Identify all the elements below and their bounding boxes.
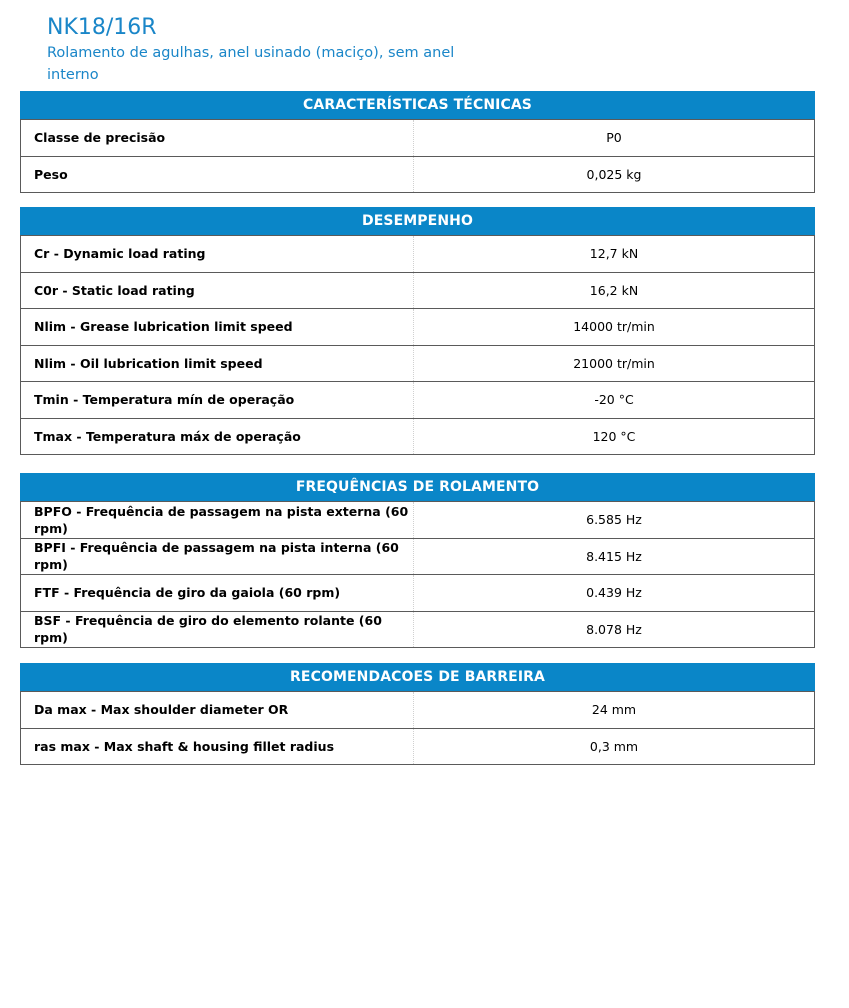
table-row — [21, 156, 814, 193]
spec-label: Cr - Dynamic load rating — [21, 236, 414, 272]
table-row — [21, 381, 814, 418]
spec-label: Nlim - Oil lubrication limit speed — [21, 346, 414, 382]
spec-value: 14000 tr/min — [573, 319, 655, 335]
table-row — [21, 538, 814, 575]
table-row — [21, 691, 814, 728]
table-row — [21, 235, 814, 272]
spec-value: 120 °C — [592, 428, 636, 444]
spec-label: BPFO - Frequência de passagem na pista externa (60 rpm) — [21, 502, 414, 538]
spec-label: Da max - Max shoulder diameter OR — [21, 692, 414, 728]
spec-value: 0,025 kg — [586, 166, 642, 182]
section-title: FREQUÊNCIAS DE ROLAMENTO — [20, 473, 815, 501]
section-bearing-frequencies — [20, 473, 815, 648]
spec-label: Classe de precisão — [21, 120, 414, 156]
table-row — [21, 418, 814, 455]
section-technical-characteristics — [20, 91, 815, 193]
spec-label: C0r - Static load rating — [21, 273, 414, 309]
spec-value: 0.439 Hz — [586, 585, 642, 601]
spec-label: BPFI - Frequência de passagem na pista interna (60 rpm) — [21, 539, 414, 575]
spec-table — [20, 119, 815, 193]
spec-label: ras max - Max shaft & housing fillet radius — [21, 729, 414, 765]
product-description: Rolamento de agulhas, anel usinado (maciço), sem anel interno — [47, 45, 455, 83]
spec-value: 24 mm — [591, 702, 637, 718]
section-title: CARACTERÍSTICAS TÉCNICAS — [20, 91, 815, 119]
spec-value: 12,7 kN — [589, 246, 639, 262]
section-barrier-recommendations — [20, 663, 815, 765]
spec-label: Nlim - Grease lubrication limit speed — [21, 309, 414, 345]
spec-value: 8.415 Hz — [586, 548, 642, 564]
product-header — [47, 14, 487, 86]
spec-label: FTF - Frequência de giro da gaiola (60 rpm) — [21, 575, 414, 611]
section-title: DESEMPENHO — [20, 207, 815, 235]
table-row — [21, 728, 814, 765]
spec-value: 16,2 kN — [589, 282, 639, 298]
spec-value: -20 °C — [594, 392, 634, 408]
table-row — [21, 119, 814, 156]
table-row — [21, 272, 814, 309]
spec-label: Peso — [21, 157, 414, 193]
spec-value: P0 — [606, 130, 622, 146]
table-row — [21, 501, 814, 538]
spec-label: Tmin - Temperatura mín de operação — [21, 382, 414, 418]
spec-label: BSF - Frequência de giro do elemento rolante (60 rpm) — [21, 612, 414, 648]
table-row — [21, 345, 814, 382]
spec-table — [20, 501, 815, 648]
spec-value: 6.585 Hz — [586, 512, 642, 528]
section-title: RECOMENDACOES DE BARREIRA — [20, 663, 815, 691]
table-row — [21, 574, 814, 611]
spec-table — [20, 691, 815, 765]
spec-label: Tmax - Temperatura máx de operação — [21, 419, 414, 455]
table-row — [21, 308, 814, 345]
table-row — [21, 611, 814, 648]
spec-table — [20, 235, 815, 455]
spec-value: 21000 tr/min — [573, 355, 655, 371]
product-code: NK18/16R — [47, 15, 157, 40]
spec-value: 0,3 mm — [589, 738, 639, 754]
spec-value: 8.078 Hz — [586, 621, 642, 637]
section-performance — [20, 207, 815, 455]
